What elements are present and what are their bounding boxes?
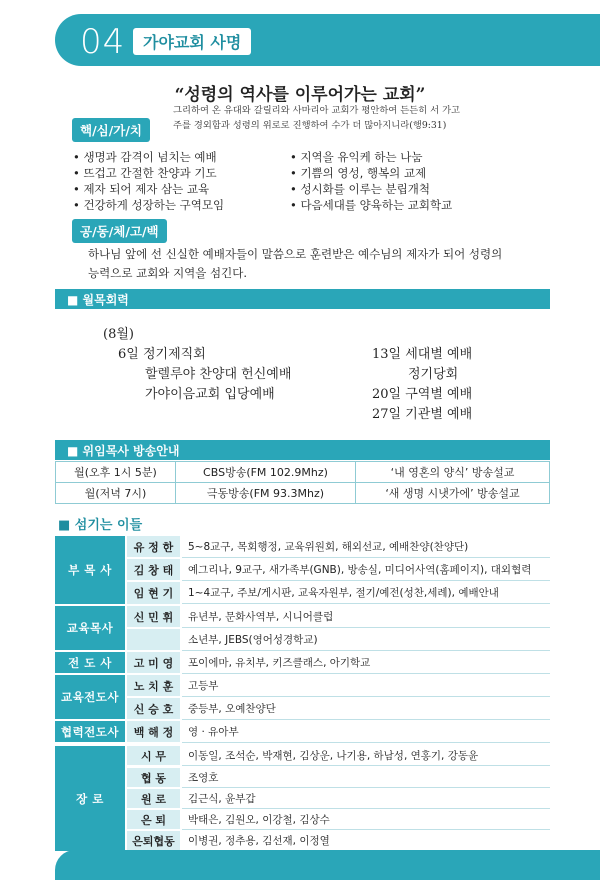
broadcast-table xyxy=(55,461,550,504)
bible-verse xyxy=(173,103,460,133)
section-number: 04 xyxy=(80,22,126,62)
staff-name: 신 승 호 xyxy=(127,698,180,719)
staff-duty: 중등부, 오예찬양단 xyxy=(182,698,550,720)
staff-group-label: 교육목사 xyxy=(55,606,125,650)
staff-group-label: 전 도 사 xyxy=(55,652,125,673)
staff-duty: 포이에마, 유치부, 키즈클래스, 아기학교 xyxy=(182,652,550,674)
staff-group-label: 장 로 xyxy=(55,746,125,851)
broadcast-station: 극동방송(FM 93.3Mhz) xyxy=(176,483,356,504)
core-value-item: • 지역을 유익케 하는 나눔 xyxy=(290,149,452,165)
staff-name: 은 퇴 xyxy=(127,810,180,829)
staff-name: 원 로 xyxy=(127,789,180,808)
staff-name: 협 동 xyxy=(127,768,180,787)
section-title: 가야교회 사명 xyxy=(133,28,251,55)
calendar-event: 27일 기관별 예배 xyxy=(372,407,473,422)
calendar-event: 정기당회 xyxy=(408,367,459,382)
core-value-item: • 건강하게 성장하는 구역모임 xyxy=(73,197,224,213)
staff-name: 신 민 휘 xyxy=(127,606,180,627)
calendar-month: (8월) xyxy=(103,327,134,342)
table-row xyxy=(56,483,550,504)
broadcast-program: ‘새 생명 시냇가에’ 방송설교 xyxy=(356,483,550,504)
broadcast-time: 월(오후 1시 5분) xyxy=(56,462,176,483)
broadcast-program: ‘내 영혼의 양식’ 방송설교 xyxy=(356,462,550,483)
core-values-tag: 핵/심/가/치 xyxy=(72,118,150,142)
calendar-event: 할렐루야 찬양대 헌신예배 xyxy=(145,367,292,382)
table-row xyxy=(56,462,550,483)
broadcast-header: ■ 위임목사 방송안내 xyxy=(55,440,550,460)
broadcast-time: 월(저녁 7시) xyxy=(56,483,176,504)
staff-name: 유 정 한 xyxy=(127,536,180,557)
staff-duty: 소년부, JEBS(영어성경학교) xyxy=(182,629,550,651)
monthly-calendar-header: ■ 월목회력 xyxy=(55,289,550,309)
staff-group-label: 협력전도사 xyxy=(55,721,125,742)
church-motto: “성령의 역사를 이루어가는 교회” xyxy=(174,85,426,105)
staff-duty: 이동일, 조석순, 박재현, 김상운, 나기용, 하남성, 연홍기, 강동윤 xyxy=(182,746,550,766)
staff-duty: 고등부 xyxy=(182,675,550,697)
staff-duty: 조영호 xyxy=(182,768,550,788)
staff-name-empty xyxy=(127,629,180,650)
confession-line-1: 하나님 앞에 선 신실한 예배자들이 말씀으로 훈련받은 예수님의 제자가 되어 성령의 xyxy=(88,247,503,261)
community-confession xyxy=(88,245,548,283)
staff-group-label: 부 목 사 xyxy=(55,536,125,604)
core-values-left xyxy=(73,149,224,213)
staff-duty: 김근식, 윤부갑 xyxy=(182,789,550,809)
calendar-event: 13일 세대별 예배 xyxy=(372,347,473,362)
confession-line-2: 능력으로 교회와 지역을 섬긴다. xyxy=(88,266,248,280)
staff-name: 은퇴협동 xyxy=(127,831,180,851)
staff-group-label: 교육전도사 xyxy=(55,675,125,719)
confession-tag: 공/동/체/고/백 xyxy=(72,219,167,243)
staff-header: ■ 섬기는 이들 xyxy=(58,518,143,533)
staff-name: 고 미 영 xyxy=(127,652,180,673)
staff-duty: 유년부, 문화사역부, 시니어클럽 xyxy=(182,606,550,628)
staff-name: 백 해 정 xyxy=(127,721,180,742)
staff-duty: 영 · 유아부 xyxy=(182,721,550,743)
staff-duty: 박태은, 김원오, 이강철, 김상수 xyxy=(182,810,550,830)
core-values-right xyxy=(290,149,452,213)
calendar-event: 가야이음교회 입당예배 xyxy=(145,387,275,402)
staff-name: 노 치 훈 xyxy=(127,675,180,696)
calendar-event: 20일 구역별 예배 xyxy=(372,387,473,402)
verse-line-1: 그리하여 온 유대와 갈릴리와 사마리아 교회가 평안하여 든든히 서 가고 xyxy=(173,105,461,116)
staff-name: 임 현 기 xyxy=(127,582,180,604)
verse-line-2: 주를 경외함과 성령의 위로로 진행하여 수가 더 많아지니라(행9:31) xyxy=(173,120,447,131)
staff-duty: 1~4교구, 주보/게시판, 교육자원부, 절기/예전(성찬,세례), 예배안내 xyxy=(182,582,550,604)
staff-name: 시 무 xyxy=(127,746,180,765)
staff-duty: 5~8교구, 목회행정, 교육위원회, 해외선교, 예배찬양(찬양단) xyxy=(182,536,550,558)
staff-duty: 예그리나, 9교구, 새가족부(GNB), 방송실, 미디어사역(홈페이지), 대외협력 xyxy=(182,559,550,581)
calendar-event: 6일 정기제직회 xyxy=(118,347,206,362)
core-value-item: • 뜨겁고 간절한 찬양과 기도 xyxy=(73,165,224,181)
core-value-item: • 기쁨의 영성, 행복의 교제 xyxy=(290,165,452,181)
footer-band xyxy=(55,850,600,880)
broadcast-station: CBS방송(FM 102.9Mhz) xyxy=(176,462,356,483)
core-value-item: • 제자 되어 제자 삼는 교육 xyxy=(73,181,224,197)
core-value-item: • 성시화를 이루는 분립개척 xyxy=(290,181,452,197)
staff-name: 김 창 태 xyxy=(127,559,180,580)
core-value-item: • 다음세대를 양육하는 교회학교 xyxy=(290,197,452,213)
staff-duty: 이병권, 정추용, 김선재, 이정열 xyxy=(182,831,550,851)
core-value-item: • 생명과 감격이 넘치는 예배 xyxy=(73,149,224,165)
